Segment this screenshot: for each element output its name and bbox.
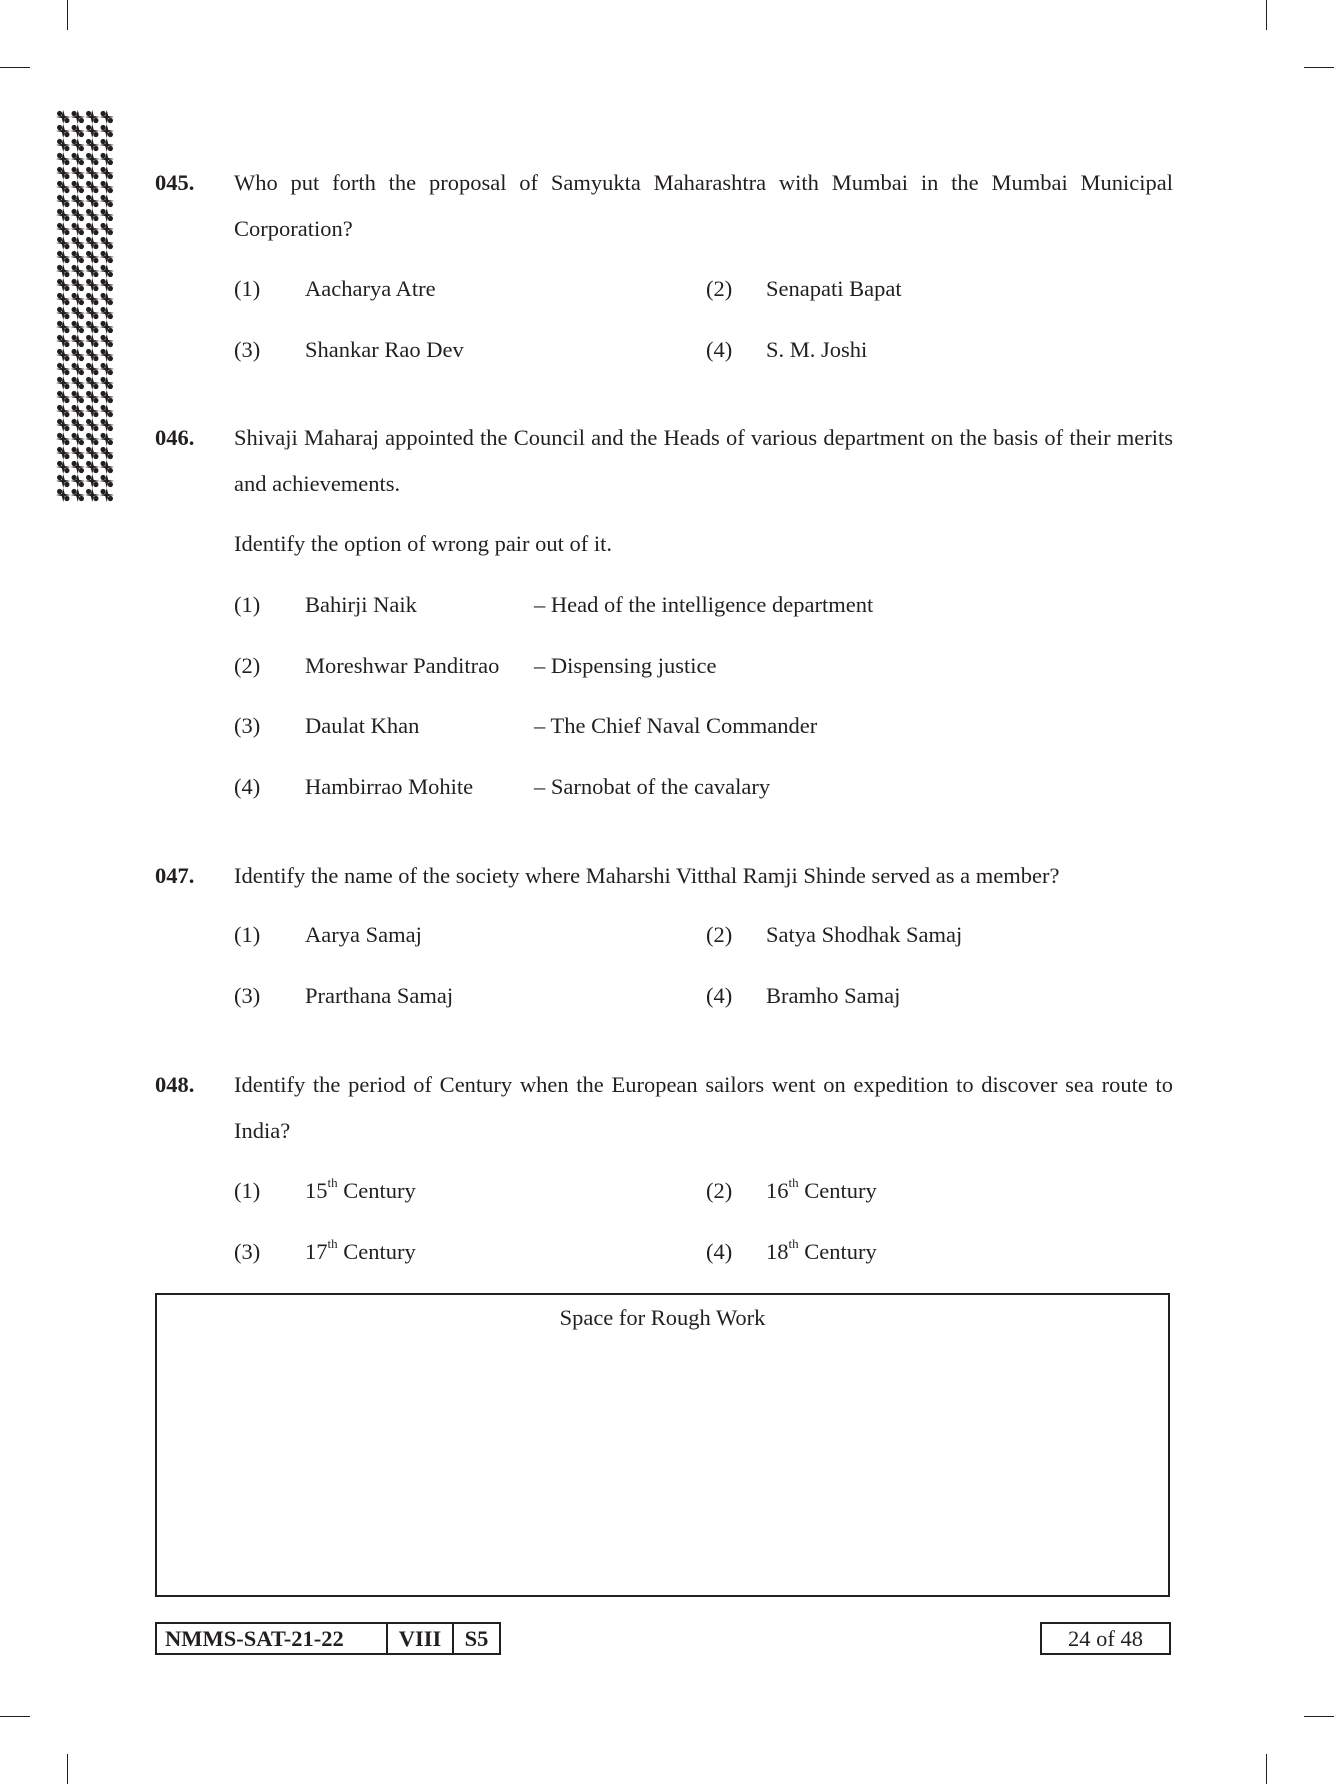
question-text: Identify the name of the society where Maharshi Vitthal Ramji Shinde served as a member? bbox=[234, 863, 1060, 888]
option-text: 16th Century bbox=[766, 1175, 877, 1203]
security-pattern-strip bbox=[56, 110, 114, 502]
question-number: 045. bbox=[155, 170, 195, 195]
rough-work-box bbox=[155, 1293, 1170, 1597]
option-role: – Sarnobat of the cavalary bbox=[534, 774, 771, 799]
option-text: Aarya Samaj bbox=[305, 922, 422, 947]
crop-mark bbox=[0, 1716, 30, 1717]
option-text: Prarthana Samaj bbox=[305, 983, 454, 1008]
option-number: (4) bbox=[706, 337, 733, 362]
crop-mark bbox=[1266, 1754, 1267, 1784]
question-45 bbox=[155, 170, 1173, 252]
option-number: (2) bbox=[706, 276, 733, 301]
question-text: Who put forth the proposal of Samyukta Maharashtra with Mumbai in the Mumbai Municipal Corporation? bbox=[234, 170, 1173, 241]
crop-mark bbox=[67, 0, 68, 30]
page-number: 24 of 48 bbox=[1040, 1622, 1171, 1655]
rough-work-label: Space for Rough Work bbox=[559, 1305, 766, 1330]
option-number: (4) bbox=[234, 774, 261, 799]
option-text: 15th Century bbox=[305, 1175, 416, 1203]
option-number: (3) bbox=[234, 713, 261, 738]
question-47 bbox=[155, 863, 1173, 899]
option-number: (1) bbox=[234, 1178, 261, 1203]
crop-mark bbox=[1304, 67, 1334, 68]
option-text: 17th Century bbox=[305, 1236, 416, 1264]
option-name: Daulat Khan bbox=[305, 713, 420, 738]
option-number: (3) bbox=[234, 1239, 261, 1264]
question-number: 046. bbox=[155, 425, 195, 450]
option-text: Satya Shodhak Samaj bbox=[766, 922, 963, 947]
option-text: 18th Century bbox=[766, 1236, 877, 1264]
exam-code: NMMS-SAT-21-22 bbox=[155, 1622, 388, 1655]
option-role: – Head of the intelligence department bbox=[534, 592, 874, 617]
option-number: (2) bbox=[706, 922, 733, 947]
crop-mark bbox=[0, 67, 30, 68]
option-role: – Dispensing justice bbox=[534, 653, 717, 678]
option-role: – The Chief Naval Commander bbox=[534, 713, 818, 738]
option-number: (2) bbox=[706, 1178, 733, 1203]
question-text: Identify the period of Century when the European sailors went on expedition to discover sea route to India? bbox=[234, 1072, 1173, 1143]
option-text: Bramho Samaj bbox=[766, 983, 901, 1008]
option-text: Senapati Bapat bbox=[766, 276, 902, 301]
question-text: Shivaji Maharaj appointed the Council and the Heads of various department on the basis of their merits and achievements. bbox=[234, 425, 1173, 496]
option-number: (2) bbox=[234, 653, 261, 678]
crop-mark bbox=[1266, 0, 1267, 30]
question-instruction: Identify the option of wrong pair out of it. bbox=[234, 531, 613, 556]
question-number: 048. bbox=[155, 1072, 195, 1097]
option-text: Shankar Rao Dev bbox=[305, 337, 464, 362]
option-text: S. M. Joshi bbox=[766, 337, 868, 362]
option-name: Bahirji Naik bbox=[305, 592, 417, 617]
crop-mark bbox=[1304, 1716, 1334, 1717]
option-number: (4) bbox=[706, 983, 733, 1008]
option-text: Aacharya Atre bbox=[305, 276, 436, 301]
option-number: (1) bbox=[234, 592, 261, 617]
class-label: VIII bbox=[386, 1622, 454, 1655]
option-name: Hambirrao Mohite bbox=[305, 774, 474, 799]
option-name: Moreshwar Panditrao bbox=[305, 653, 500, 678]
question-number: 047. bbox=[155, 863, 195, 888]
question-48 bbox=[155, 1072, 1173, 1154]
option-number: (3) bbox=[234, 337, 261, 362]
set-label: S5 bbox=[452, 1622, 501, 1655]
option-number: (1) bbox=[234, 922, 261, 947]
question-46 bbox=[155, 425, 1173, 567]
option-number: (1) bbox=[234, 276, 261, 301]
crop-mark bbox=[67, 1754, 68, 1784]
option-number: (3) bbox=[234, 983, 261, 1008]
option-number: (4) bbox=[706, 1239, 733, 1264]
